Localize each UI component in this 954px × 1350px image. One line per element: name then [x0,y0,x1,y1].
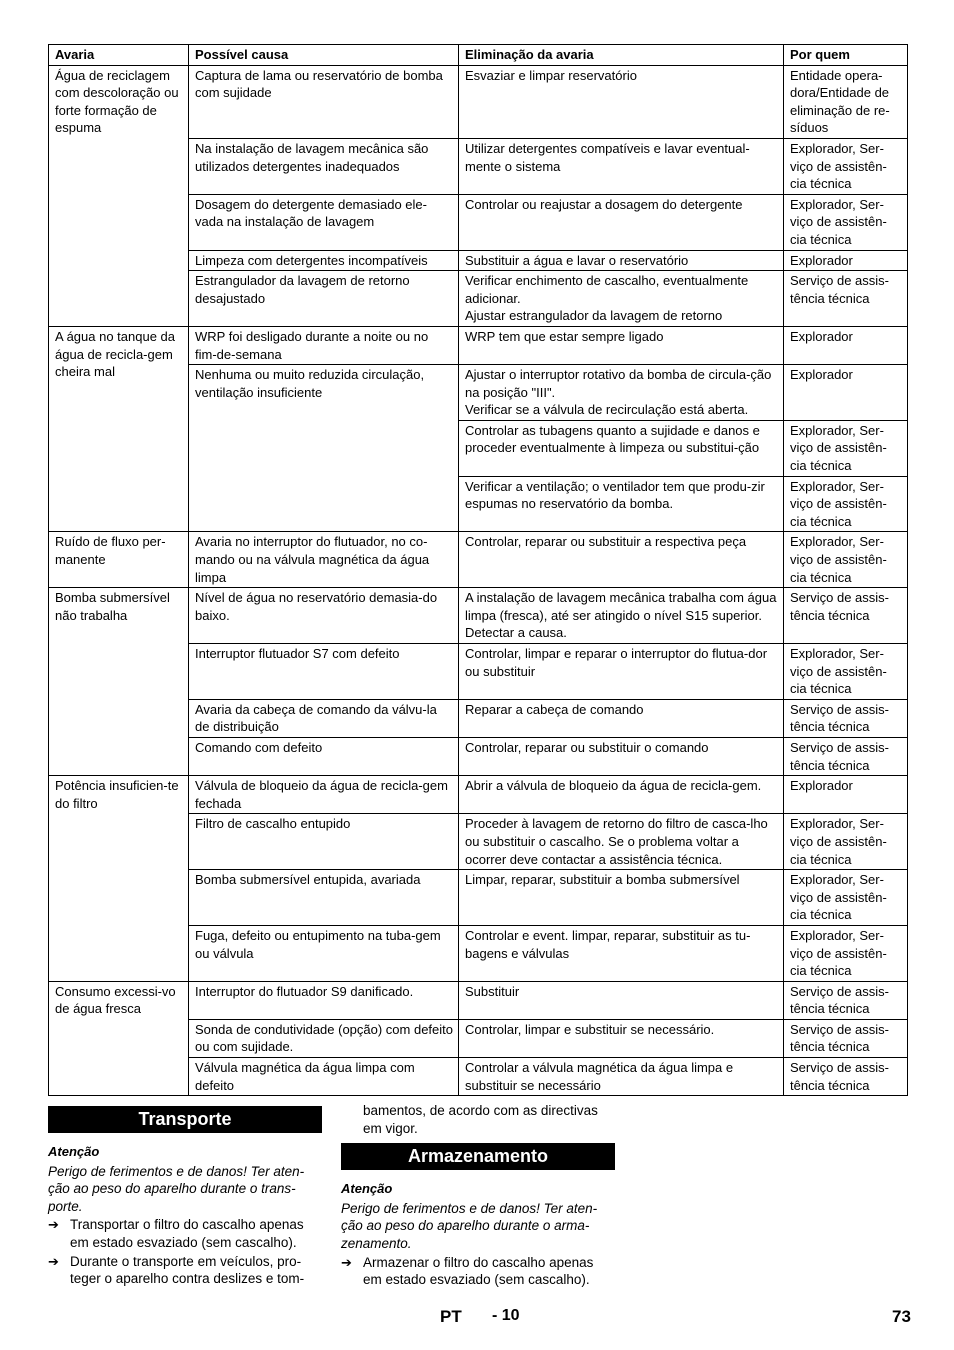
responsible-cell: Explorador, Ser-viço de assistên-cia técnica [784,194,908,250]
remedy-cell: Substituir [459,981,784,1019]
storage-warning: Perigo de ferimentos e de danos! Ter aten-ção ao peso do aparelho durante o arma-zenamento. [341,1200,598,1251]
cause-cell: Limpeza com detergentes incompatíveis [189,250,459,271]
storage-attention: Atenção [341,1181,393,1197]
footer-page-number: 73 [892,1307,911,1326]
transport-warning: Perigo de ferimentos e de danos! Ter aten-ção ao peso do aparelho durante o trans-porte. [48,1163,305,1214]
fault-cell: Ruído de fluxo per-manente [49,532,189,588]
table-header-row [49,45,908,66]
responsible-cell: Explorador, Ser-viço de assistên-cia técnica [784,814,908,870]
footer-page: - 10 [492,1307,520,1324]
remedy-cell: A instalação de lavagem mecânica trabalha com água limpa (fresca), até ser atingido o nível S15 superior. Detectar a causa. [459,588,784,644]
cause-cell: Interruptor do flutuador S9 danificado. [189,981,459,1019]
remedy-cell: Utilizar detergentes compatíveis e lavar eventual-mente o sistema [459,138,784,194]
responsible-cell: Serviço de assis-tência técnica [784,588,908,644]
cause-cell: Nível de água no reservatório demasia-do baixo. [189,588,459,644]
remedy-cell: Controlar, reparar ou substituir a respectiva peça [459,532,784,588]
responsible-cell: Explorador, Ser-viço de assistên-cia técnica [784,925,908,981]
footer-language: PT [440,1307,462,1326]
table-row [49,588,908,644]
table-row [49,532,908,588]
storage-heading: Armazenamento [341,1143,615,1170]
fault-cell: Bomba submersível não trabalha [49,588,189,776]
responsible-cell: Explorador, Ser-viço de assistên-cia técnica [784,138,908,194]
table-row [49,981,908,1019]
responsible-cell: Serviço de assis-tência técnica [784,1058,908,1096]
remedy-cell: Limpar, reparar, substituir a bomba submersível [459,870,784,926]
header-avaria: Avaria [49,45,189,66]
responsible-cell: Serviço de assis-tência técnica [784,271,908,327]
transport-heading: Transporte [48,1106,322,1133]
responsible-cell: Serviço de assis-tência técnica [784,981,908,1019]
remedy-cell: Ajustar o interruptor rotativo da bomba de circula-ção na posição "III". Verificar se a válvula de recirculação está aberta. [459,365,784,421]
cause-cell: Comando com defeito [189,737,459,775]
responsible-cell: Serviço de assis-tência técnica [784,1019,908,1057]
remedy-cell: Controlar ou reajustar a dosagem do detergente [459,194,784,250]
responsible-cell: Serviço de assis-tência técnica [784,737,908,775]
cause-cell: Fuga, defeito ou entupimento na tuba-gem ou válvula [189,925,459,981]
troubleshooting-table [48,44,908,1096]
fault-cell: A água no tanque da água de recicla-gem cheira mal [49,326,189,532]
cause-cell: Interruptor flutuador S7 com defeito [189,644,459,700]
responsible-cell: Explorador, Ser-viço de assistên-cia técnica [784,476,908,532]
fault-cell: Consumo excessi-vo de água fresca [49,981,189,1096]
cause-cell: Estrangulador da lavagem de retorno desajustado [189,271,459,327]
remedy-cell: Abrir a válvula de bloqueio da água de recicla-gem. [459,776,784,814]
cause-cell: Sonda de condutividade (opção) com defeito ou com sujidade. [189,1019,459,1057]
storage-step-1-text: Armazenar o filtro do cascalho apenas em estado esvaziado (sem cascalho). [363,1254,594,1288]
cause-cell: Avaria no interruptor do flutuador, no co-mando ou na válvula magnética da água limpa [189,532,459,588]
transport-step-2-text: Durante o transporte em veículos, pro-teger o aparelho contra deslizes e tom- [70,1253,305,1287]
storage-step-1 [341,1254,615,1289]
responsible-cell: Explorador, Ser-viço de assistên-cia técnica [784,532,908,588]
header-por-quem: Por quem [784,45,908,66]
transport-attention: Atenção [48,1144,100,1159]
transport-step-2-continuation: bamentos, de acordo com as directivas em vigor. [363,1103,598,1136]
header-eliminacao: Eliminação da avaria [459,45,784,66]
cause-cell: Filtro de cascalho entupido [189,814,459,870]
fault-cell: Água de reciclagem com descoloração ou forte formação de espuma [49,65,189,326]
arrow-right-icon: ➔ [341,1254,352,1270]
storage-column [341,1102,615,1289]
responsible-cell: Serviço de assis-tência técnica [784,699,908,737]
cause-cell: Nenhuma ou muito reduzida circulação, ventilação insuficiente [189,365,459,532]
cause-cell: Válvula magnética da água limpa com defeito [189,1058,459,1096]
cause-cell: Válvula de bloqueio da água de recicla-gem fechada [189,776,459,814]
arrow-right-icon: ➔ [48,1217,59,1233]
remedy-cell: Controlar as tubagens quanto a sujidade e danos e proceder eventualmente à limpeza ou substitui-ção [459,420,784,476]
remedy-cell: Controlar, limpar e reparar o interruptor do flutua-dor ou substituir [459,644,784,700]
responsible-cell: Explorador [784,250,908,271]
remedy-cell: Controlar a válvula magnética da água limpa e substituir se necessário [459,1058,784,1096]
table-body [49,65,908,1096]
responsible-cell: Explorador, Ser-viço de assistên-cia técnica [784,420,908,476]
responsible-cell: Explorador, Ser-viço de assistên-cia técnica [784,644,908,700]
remedy-cell: Proceder à lavagem de retorno do filtro de casca-lho ou substituir o cascalho. Se o problema voltar a ocorrer deve contactar a assistência técnica. [459,814,784,870]
responsible-cell: Entidade opera-dora/Entidade de eliminação de re-síduos [784,65,908,138]
remedy-cell: Reparar a cabeça de comando [459,699,784,737]
remedy-cell: Verificar enchimento de cascalho, eventualmente adicionar. Ajustar estrangulador da lavagem de retorno [459,271,784,327]
cause-cell: WRP foi desligado durante a noite ou no fim-de-semana [189,326,459,364]
remedy-cell: WRP tem que estar sempre ligado [459,326,784,364]
cause-cell: Captura de lama ou reservatório de bomba com sujidade [189,65,459,138]
cause-cell: Dosagem do detergente demasiado ele-vada na instalação de lavagem [189,194,459,250]
arrow-right-icon: ➔ [48,1253,59,1269]
responsible-cell: Explorador [784,365,908,421]
remedy-cell: Controlar, reparar ou substituir o comando [459,737,784,775]
remedy-cell: Controlar e event. limpar, reparar, substituir as tu-bagens e válvulas [459,925,784,981]
transport-step-2 [48,1253,322,1288]
responsible-cell: Explorador [784,776,908,814]
cause-cell: Avaria da cabeça de comando da válvu-la de distribuição [189,699,459,737]
header-possivel-causa: Possível causa [189,45,459,66]
remedy-cell: Controlar, limpar e substituir se necessário. [459,1019,784,1057]
table-row [49,776,908,814]
remedy-cell: Esvaziar e limpar reservatório [459,65,784,138]
responsible-cell: Explorador [784,326,908,364]
transport-step-1 [48,1216,322,1251]
responsible-cell: Explorador, Ser-viço de assistên-cia técnica [784,870,908,926]
table-row [49,65,908,138]
remedy-cell: Substituir a água e lavar o reservatório [459,250,784,271]
cause-cell: Na instalação de lavagem mecânica são utilizados detergentes inadequados [189,138,459,194]
transport-section [48,1106,322,1288]
fault-cell: Potência insuficien-te do filtro [49,776,189,982]
transport-step-1-text: Transportar o filtro do cascalho apenas em estado esvaziado (sem cascalho). [70,1217,304,1250]
remedy-cell: Verificar a ventilação; o ventilador tem que produ-zir espumas no reservatório da bomba. [459,476,784,532]
table-row [49,326,908,364]
cause-cell: Bomba submersível entupida, avariada [189,870,459,926]
